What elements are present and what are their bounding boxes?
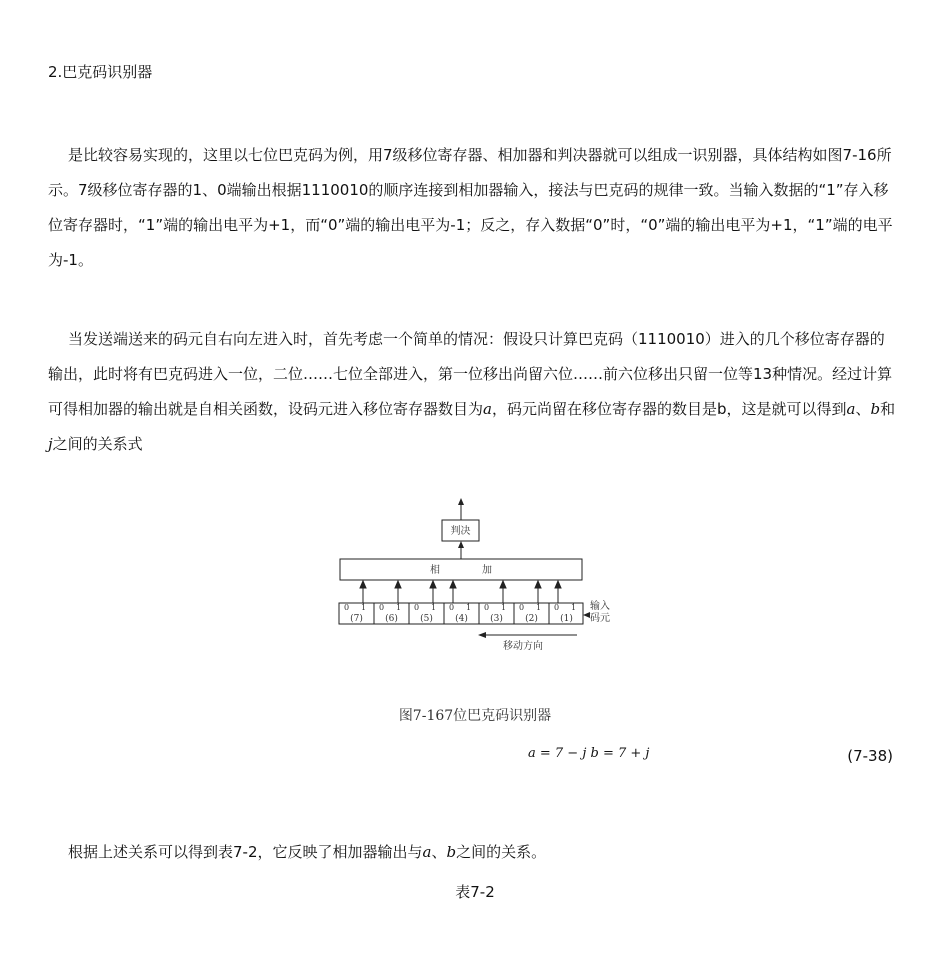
variable-j: j (48, 435, 53, 453)
figure-caption: 图7-167位巴克码识别器 (398, 708, 552, 724)
decision-label: 判决 (450, 526, 471, 537)
cell-index: (6) (385, 614, 398, 624)
variable-b: b (870, 400, 881, 418)
cell-index: (7) (350, 614, 363, 624)
adder-label-left: 相 (430, 565, 440, 576)
cell-index: (3) (490, 614, 503, 624)
barker-recognizer-diagram (335, 495, 620, 660)
paragraph-intro (48, 138, 898, 278)
paragraph-intro-text: 是比较容易实现的，这里以七位巴克码为例，用7级移位寄存器、相加器和判决器就可以组成一识别器，具体结构如图7-16所示。7级移位寄存器的1、0端输出根据1110010的顺序连接到相加器输入，接法与巴克码的规律一致。当输入数据的“1”存入移位寄存器时，“1”端的输出电平为+1，而“0”端的输出电平为-1；反之，存入数据“0”时，“0”端的输出电平为+1，“1”端的电平为-1。 (48, 146, 893, 269)
variable-b: b (446, 843, 457, 861)
cell-6-zero: 0 (379, 603, 385, 612)
paragraph-analysis-text-2: ，码元尚留在移位寄存器的数目是b，这是就可以得到 (491, 400, 847, 418)
cell-2-zero: 0 (519, 603, 525, 612)
paragraph-analysis-text-1: 当发送端送来的码元自右向左进入时，首先考虑一个简单的情况：假设只计算巴克码（1110010）进入的几个移位寄存器的输出，此时将有巴克码进入一位，二位……七位全部进入，第一位移出尚留六位……前六位移出只留一位等13种情况。经过计算可得相加器的输出就是自相关函数，设码元进入移位寄存器数目为 (48, 330, 893, 418)
equation-number: (7-38) (847, 747, 893, 765)
separator: 、 (855, 400, 871, 418)
cell-1-one: 1 (571, 603, 577, 612)
equation: a = 7 − j b = 7 + j (528, 746, 650, 761)
paragraph-table-intro (48, 835, 898, 870)
adder-box (340, 559, 582, 580)
cell-index: (2) (525, 614, 538, 624)
paragraph-analysis (48, 322, 898, 462)
cell-index: (4) (455, 614, 468, 624)
variable-a: a (846, 400, 856, 418)
cell-5-one: 1 (431, 603, 437, 612)
section-heading: 2.巴克码识别器 (48, 63, 153, 81)
variable-a: a (422, 843, 432, 861)
cell-index: (1) (560, 614, 573, 624)
paragraph-analysis-text-3: 和 (880, 400, 896, 418)
tap-arrows (360, 581, 561, 603)
separator: 、 (431, 843, 447, 861)
cell-4-one: 1 (466, 603, 472, 612)
cell-6-one: 1 (396, 603, 402, 612)
paragraph-analysis-text-4: 之间的关系式 (52, 435, 143, 453)
cell-7-one: 1 (361, 603, 367, 612)
cell-1-zero: 0 (554, 603, 560, 612)
cell-2-one: 1 (536, 603, 542, 612)
input-label: 输入 (590, 601, 610, 612)
table-title: 表7-2 (455, 883, 495, 901)
cell-3-one: 1 (501, 603, 507, 612)
cell-7-zero: 0 (344, 603, 350, 612)
input-label: 码元 (590, 613, 610, 624)
variable-a: a (483, 400, 492, 418)
cell-index: (5) (420, 614, 433, 624)
adder-label-right: 加 (482, 565, 492, 576)
cell-3-zero: 0 (484, 603, 490, 612)
direction-label: 移动方向 (503, 641, 543, 652)
paragraph-table-intro-text-2: 之间的关系。 (456, 843, 547, 861)
cell-4-zero: 0 (449, 603, 455, 612)
paragraph-table-intro-text-1: 根据上述关系可以得到表7-2，它反映了相加器输出与 (68, 843, 423, 861)
cell-5-zero: 0 (414, 603, 420, 612)
